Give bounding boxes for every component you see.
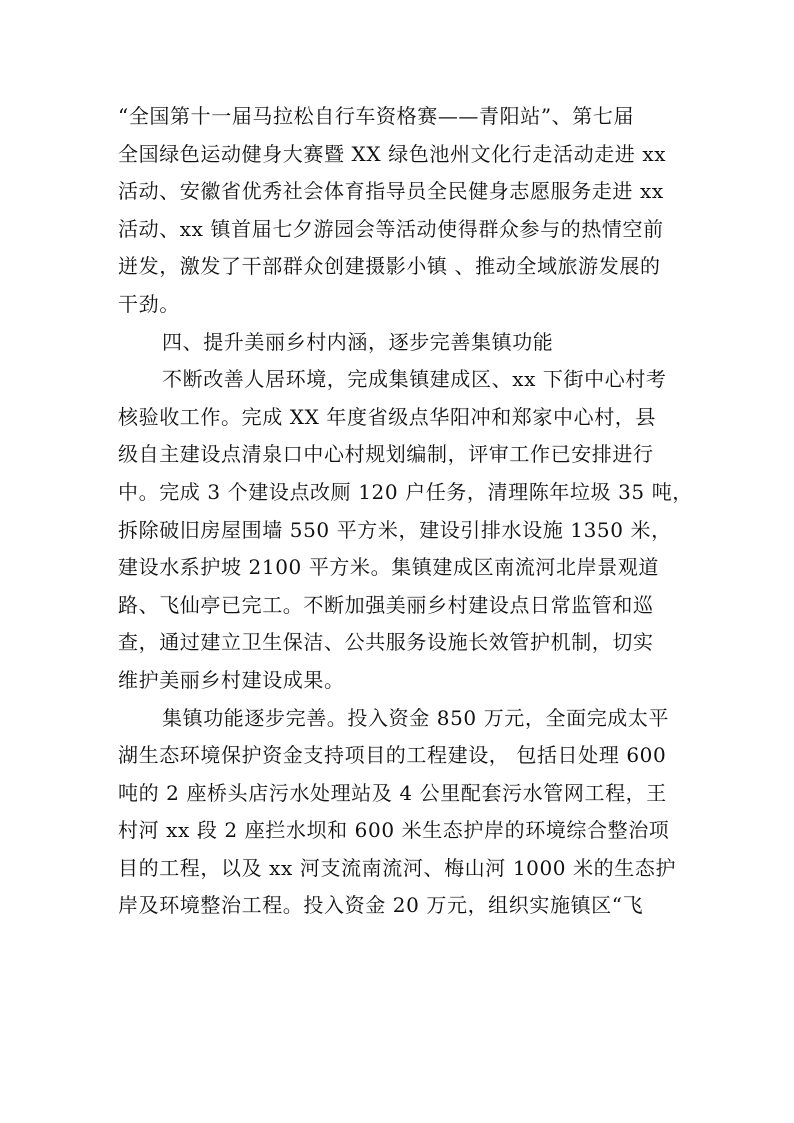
text-line: 路、飞仙亭已完工。不断加强美丽乡村建设点日常监管和巡 bbox=[118, 592, 654, 617]
text-line: 核验收工作。完成 XX 年度省级点华阳冲和郑家中心村，县 bbox=[118, 404, 656, 429]
text-line: 吨的 2 座桥头店污水处理站及 4 公里配套污水管网工程，王 bbox=[118, 780, 667, 805]
text-line: 建设水系护坡 2100 平方米。集镇建成区南流河北岸景观道 bbox=[118, 555, 660, 580]
text-line: 干劲。 bbox=[118, 291, 180, 316]
text-line: 不断改善人居环境，完成集镇建成区、xx 下街中心村考 bbox=[162, 367, 667, 392]
text-line: 湖生态环境保护资金支持项目的工程建设， 包括日处理 600 bbox=[118, 743, 667, 768]
text-line: 村河 xx 段 2 座拦水坝和 600 米生态护岸的环境综合整治项 bbox=[118, 818, 670, 843]
text-line: 中。完成 3 个建设点改厕 120 户任务，清理陈年垃圾 35 吨， bbox=[118, 479, 693, 504]
text-line: “全国第十一届马拉松自行车资格赛——青阳站”、第七届 bbox=[118, 104, 635, 128]
text-line: 拆除破旧房屋围墙 550 平方米，建设引排水设施 1350 米， bbox=[118, 517, 672, 542]
text-line: 维护美丽乡村建设成果。 bbox=[118, 667, 345, 692]
text-line: 岸及环境整治工程。投入资金 20 万元，组织实施镇区“飞 bbox=[118, 893, 644, 918]
text-line: 级自主建设点清泉口中心村规划编制，评审工作已安排进行 bbox=[118, 442, 654, 467]
section-heading: 四、提升美丽乡村内涵，逐步完善集镇功能 bbox=[162, 329, 554, 354]
text-line: 全国绿色运动健身大赛暨 XX 绿色池州文化行走活动走进 xx bbox=[118, 141, 667, 166]
body-text bbox=[118, 98, 693, 925]
text-line: 活动、xx 镇首届七夕游园会等活动使得群众参与的热情空前 bbox=[118, 216, 664, 241]
text-line: 查，通过建立卫生保洁、公共服务设施长效管护机制，切实 bbox=[118, 630, 654, 655]
text-line: 迸发，激发了干部群众创建摄影小镇 、推动全域旅游发展的 bbox=[118, 254, 661, 279]
text-line: 目的工程，以及 xx 河支流南流河、梅山河 1000 米的生态护 bbox=[118, 855, 677, 880]
text-line: 活动、安徽省优秀社会体育指导员全民健身志愿服务走进 xx bbox=[118, 179, 664, 204]
text-line: 集镇功能逐步完善。投入资金 850 万元，全面完成太平 bbox=[162, 705, 670, 730]
